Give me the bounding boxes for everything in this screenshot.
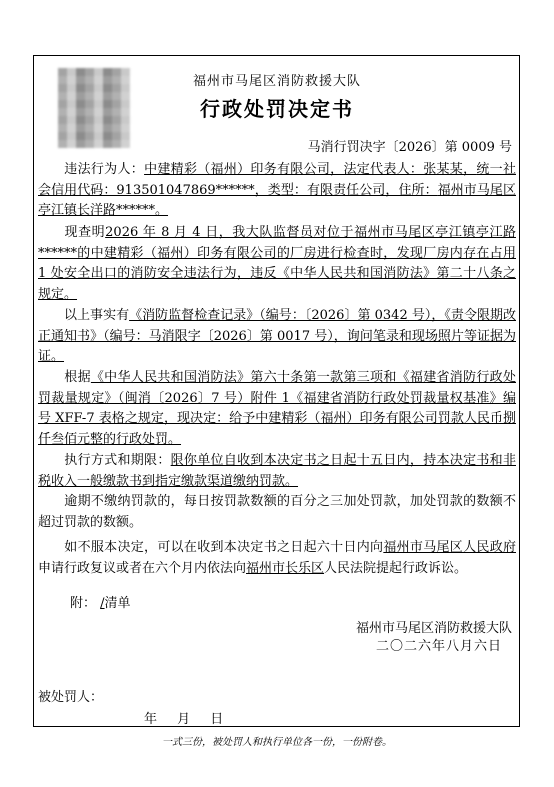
appeal-tail: 人民法院提起行政诉讼。 [324, 560, 468, 576]
signature-date: 二〇二六年八月六日 [375, 639, 502, 654]
attachment-item: 清单 [104, 596, 131, 611]
attachment-count: / [100, 596, 105, 611]
review-authority: 福州市马尾区人民政府 [383, 540, 516, 555]
appeal-paragraph [38, 538, 516, 579]
signature-org: 福州市马尾区消防救援大队 [355, 621, 512, 636]
recipient-label: 被处罚人： [38, 690, 104, 705]
decision-paragraph [38, 368, 516, 450]
evidence-lead: 以上事实有 [64, 308, 130, 323]
party-name: 中建精彩（福州）印务有限公司，法定代表人：张某某， [144, 162, 477, 177]
recipient-date: 年 月 日 [144, 712, 232, 727]
party-label: 违法行为人： [64, 162, 145, 177]
evidence-text: 《消防监督检查记录》（编号：〔2026〕第 0342 号），《责令限期改正通知书》（编号：马消限字〔2026〕第 0017 号），询问笔录和现场照片等证据为证。 [38, 308, 516, 364]
document-title: 行政处罚决定书 [200, 97, 354, 121]
execution-text: 限你单位自收到本决定书之日起十五日内，持本决定书和非税收入一般缴款书到指定缴款渠道缴纳罚款。 [38, 453, 516, 489]
attachment-line [70, 592, 131, 611]
decision-text: 《中华人民共和国消防法》第六十条第一款第三项和《福建省消防行政处罚裁量规定》（闽消〔2026〕7 号）附件 1《福建省消防行政处罚裁量权基准》编号 XFF-7 表格之规定，现决定：给予中建精彩（福州）印务有限公司罚款人民币捌仟叁佰元整的行政处罚。 [38, 370, 516, 447]
footnote: 一式三份，被处罚人和执行单位各一份，一份附卷。 [162, 737, 392, 748]
facts-paragraph [38, 223, 516, 305]
evidence-paragraph [38, 306, 516, 368]
appeal-lead: 如不服本决定，可以在收到本决定书之日起六十日内向 [64, 540, 384, 555]
party-credit-code: 统一社会信用代码：913501047869******，类型：有限责任公司，住所： [38, 162, 516, 198]
facts-lead: 现查明 [64, 225, 106, 240]
party-paragraph [38, 160, 516, 222]
overdue-paragraph [38, 492, 516, 533]
attachment-label: 附： [70, 596, 97, 611]
court-district: 福州市长乐区 [246, 560, 325, 576]
facts-text: ，我大队监督员对位于福州市马尾区亭江镇亭江路******的中建精彩（福州）印务有限公司的厂房进行检查时，发现厂房内存在占用 1 处安全出口的消防安全违法行为，违反《中华人民共和国消防法》第二十八条之规定。 [38, 225, 516, 302]
issuing-org: 福州市马尾区消防救援大队 [192, 74, 361, 89]
inspection-date: 2026 年 8 月 4 日 [105, 225, 219, 240]
party-address: 福州市马尾区亭江镇长洋路******。 [38, 182, 516, 218]
overdue-text: 逾期不缴纳罚款的，每日按罚款数额的百分之三加处罚款，加处罚款的数额不超过罚款的数额。 [38, 494, 516, 530]
appeal-middle: 申请行政复议或者在六个月内依法向 [38, 560, 247, 576]
decision-lead: 根据 [64, 370, 91, 385]
execution-label: 执行方式和期限： [64, 453, 171, 468]
execution-paragraph [38, 451, 516, 492]
document-number: 马消行罚决字〔2026〕第 0009 号 [307, 140, 512, 155]
